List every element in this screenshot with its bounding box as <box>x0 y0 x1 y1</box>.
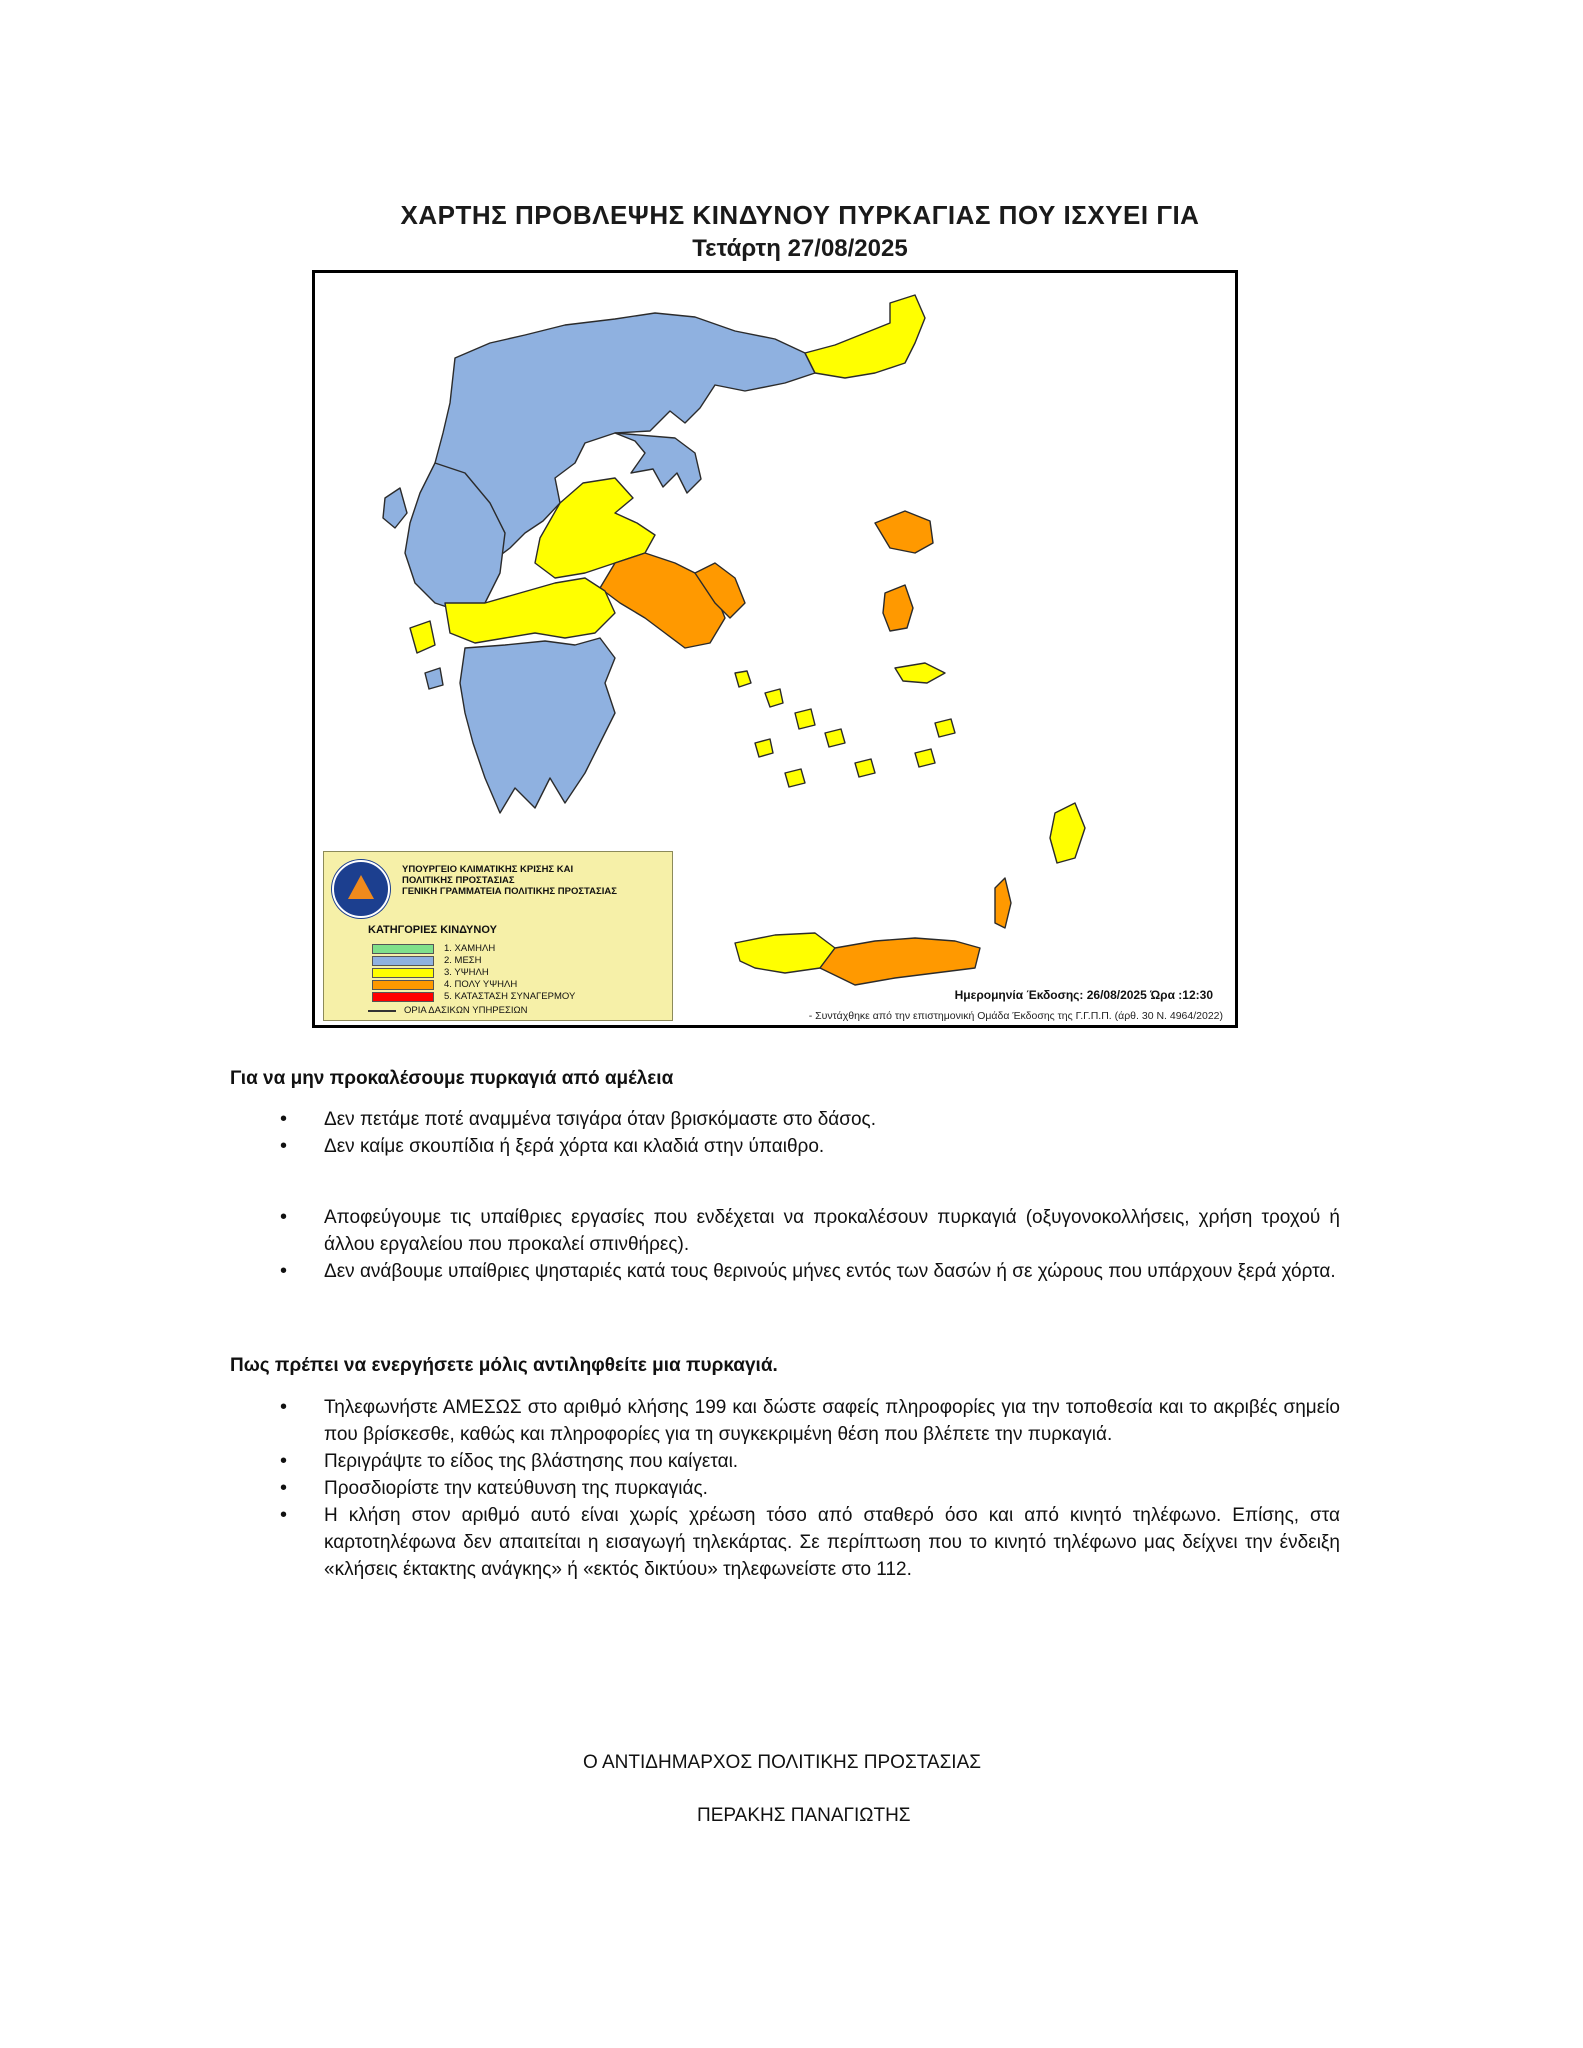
ministry-line: ΓΕΝΙΚΗ ΓΡΑΜΜΑΤΕΙΑ ΠΟΛΙΤΙΚΗΣ ΠΡΟΣΤΑΣΙΑΣ <box>402 886 617 897</box>
ministry-name <box>402 864 672 897</box>
forest-boundary-legend <box>368 1005 527 1016</box>
region-peloponnese <box>460 638 615 813</box>
risk-label-medium: 2. ΜΕΣΗ <box>444 955 482 966</box>
list-item: • Αποφεύγουμε τις υπαίθριες εργασίες που ενδέχεται να προκαλέσουν πυρκαγιά (οξυγονοκολλήσεις, χρήση τροχού ή άλλου εργαλείου που προκαλεί σπινθήρες). <box>280 1204 1340 1258</box>
list-item: • Δεν ανάβουμε υπαίθριες ψησταριές κατά τους θερινούς μήνες εντός των δασών ή σε χώρους που υπάρχουν ξερά χόρτα. <box>280 1258 1340 1285</box>
risk-swatch-high <box>372 968 434 978</box>
risk-swatch-low <box>372 944 434 954</box>
section-prevention-title: Για να μην προκαλέσουμε πυρκαγιά από αμέλεια <box>230 1068 674 1089</box>
risk-swatch-alarm <box>372 992 434 1002</box>
risk-category-very-high <box>372 979 575 991</box>
risk-category-high <box>372 967 575 979</box>
risk-category-medium <box>372 955 575 967</box>
island-cyclades-5 <box>755 739 773 757</box>
list-item: • Περιγράψτε το είδος της βλάστησης που καίγεται. <box>280 1448 1340 1475</box>
island-cyclades-3 <box>795 709 815 729</box>
compiled-note: - Συντάχθηκε από την επιστημονική Ομάδα Έκδοσης της Γ.Γ.Π.Π. (άρθ. 30 Ν. 4964/2022) <box>808 1010 1223 1022</box>
map-title <box>300 200 1300 263</box>
risk-categories-title: ΚΑΤΗΓΟΡΙΕΣ ΚΙΝΔΥΝΟΥ <box>368 924 497 936</box>
risk-label-high: 3. ΥΨΗΛΗ <box>444 967 489 978</box>
island-dodecanese-2 <box>915 749 935 767</box>
fire-risk-map <box>312 270 1238 1028</box>
island-cyclades-4 <box>825 729 845 747</box>
island-karpathos <box>995 878 1011 928</box>
island-cyclades-2 <box>765 689 783 707</box>
island-cyclades-6 <box>785 769 805 787</box>
island-chios <box>883 585 913 631</box>
region-thrace <box>805 295 925 378</box>
island-dodecanese-1 <box>935 719 955 737</box>
list-item: • Προσδιορίστε την κατεύθυνση της πυρκαγιάς. <box>280 1475 1340 1502</box>
island-cyclades-7 <box>855 759 875 777</box>
ministry-line: ΠΟΛΙΤΙΚΗΣ ΠΡΟΣΤΑΣΙΑΣ <box>402 875 515 886</box>
signature-role: Ο ΑΝΤΙΔΗΜΑΡΧΟΣ ΠΟΛΙΤΙΚΗΣ ΠΡΟΣΤΑΣΙΑΣ <box>583 1752 982 1773</box>
island-crete-east <box>820 938 980 985</box>
list-item: • Δεν πετάμε ποτέ αναμμένα τσιγάρα όταν βρισκόμαστε στο δάσος. <box>280 1106 1340 1133</box>
section-action-title: Πως πρέπει να ενεργήσετε μόλις αντιληφθείτε μια πυρκαγιά. <box>230 1355 778 1376</box>
island-zakynthos <box>425 668 443 689</box>
island-samos <box>895 663 945 683</box>
risk-categories <box>372 943 575 1003</box>
map-title-line1: ΧΑΡΤΗΣ ΠΡΟΒΛΕΨΗΣ ΚΙΝΔΥΝΟΥ ΠΥΡΚΑΓΙΑΣ ΠΟΥ ΙΣΧΥΕΙ ΓΙΑ <box>400 200 1200 230</box>
prevention-list-a <box>280 1106 1340 1160</box>
action-list <box>280 1394 1340 1583</box>
risk-swatch-very-high <box>372 980 434 990</box>
island-rhodes <box>1050 803 1085 863</box>
risk-category-low <box>372 943 575 955</box>
risk-swatch-medium <box>372 956 434 966</box>
risk-label-alarm: 5. ΚΑΤΑΣΤΑΣΗ ΣΥΝΑΓΕΡΜΟΥ <box>444 991 576 1002</box>
risk-category-alarm <box>372 991 575 1003</box>
list-item: • Η κλήση στον αριθμό αυτό είναι χωρίς χρέωση τόσο από σταθερό όσο και από κινητό τηλέφωνο. Επίσης, στα καρτοτηλέφωνα δεν απαιτείται η εισαγωγή τηλεκάρτας. Σε περίπτωση που το κινητό τηλέφωνο μας δείχνει την ένδειξη «κλήσεις έκτακτης ανάγκης» ή «εκτός δικτύου» τηλεφωνείστε στο 112. <box>280 1502 1340 1583</box>
island-lesvos <box>875 511 933 553</box>
ministry-line: ΥΠΟΥΡΓΕΙΟ ΚΛΙΜΑΤΙΚΗΣ ΚΡΙΣΗΣ ΚΑΙ <box>402 864 574 875</box>
map-title-date: Τετάρτη 27/08/2025 <box>692 235 908 262</box>
map-legend <box>323 851 673 1021</box>
civil-protection-seal-icon <box>332 860 390 918</box>
list-item: • Δεν καίμε σκουπίδια ή ξερά χόρτα και κλαδιά στην ύπαιθρο. <box>280 1133 1340 1160</box>
boundary-label: ΟΡΙΑ ΔΑΣΙΚΩΝ ΥΠΗΡΕΣΙΩΝ <box>404 1005 528 1016</box>
island-kefalonia <box>410 621 435 653</box>
risk-label-low: 1. ΧΑΜΗΛΗ <box>444 943 496 954</box>
boundary-line-icon <box>368 1010 396 1012</box>
island-corfu <box>383 488 407 528</box>
list-item: • Τηλεφωνήστε ΑΜΕΣΩΣ στο αριθμό κλήσης 199 και δώστε σαφείς πληροφορίες για την τοποθεσία και το ακριβές σημείο που βρίσκεσθε, καθώς και πληροφορίες για τη συγκεκριμένη θέση που βλέπετε την πυρκαγιά. <box>280 1394 1340 1448</box>
prevention-list-b <box>280 1204 1340 1285</box>
issue-date: Ημερομηνία Έκδοσης: 26/08/2025 Ώρα :12:30 <box>954 988 1213 1002</box>
signature-name: ΠΕΡΑΚΗΣ ΠΑΝΑΓΙΩΤΗΣ <box>697 1805 911 1826</box>
region-halkidiki <box>615 433 701 493</box>
risk-label-very-high: 4. ΠΟΛΥ ΥΨΗΛΗ <box>444 979 518 990</box>
island-cyclades-1 <box>735 671 751 687</box>
